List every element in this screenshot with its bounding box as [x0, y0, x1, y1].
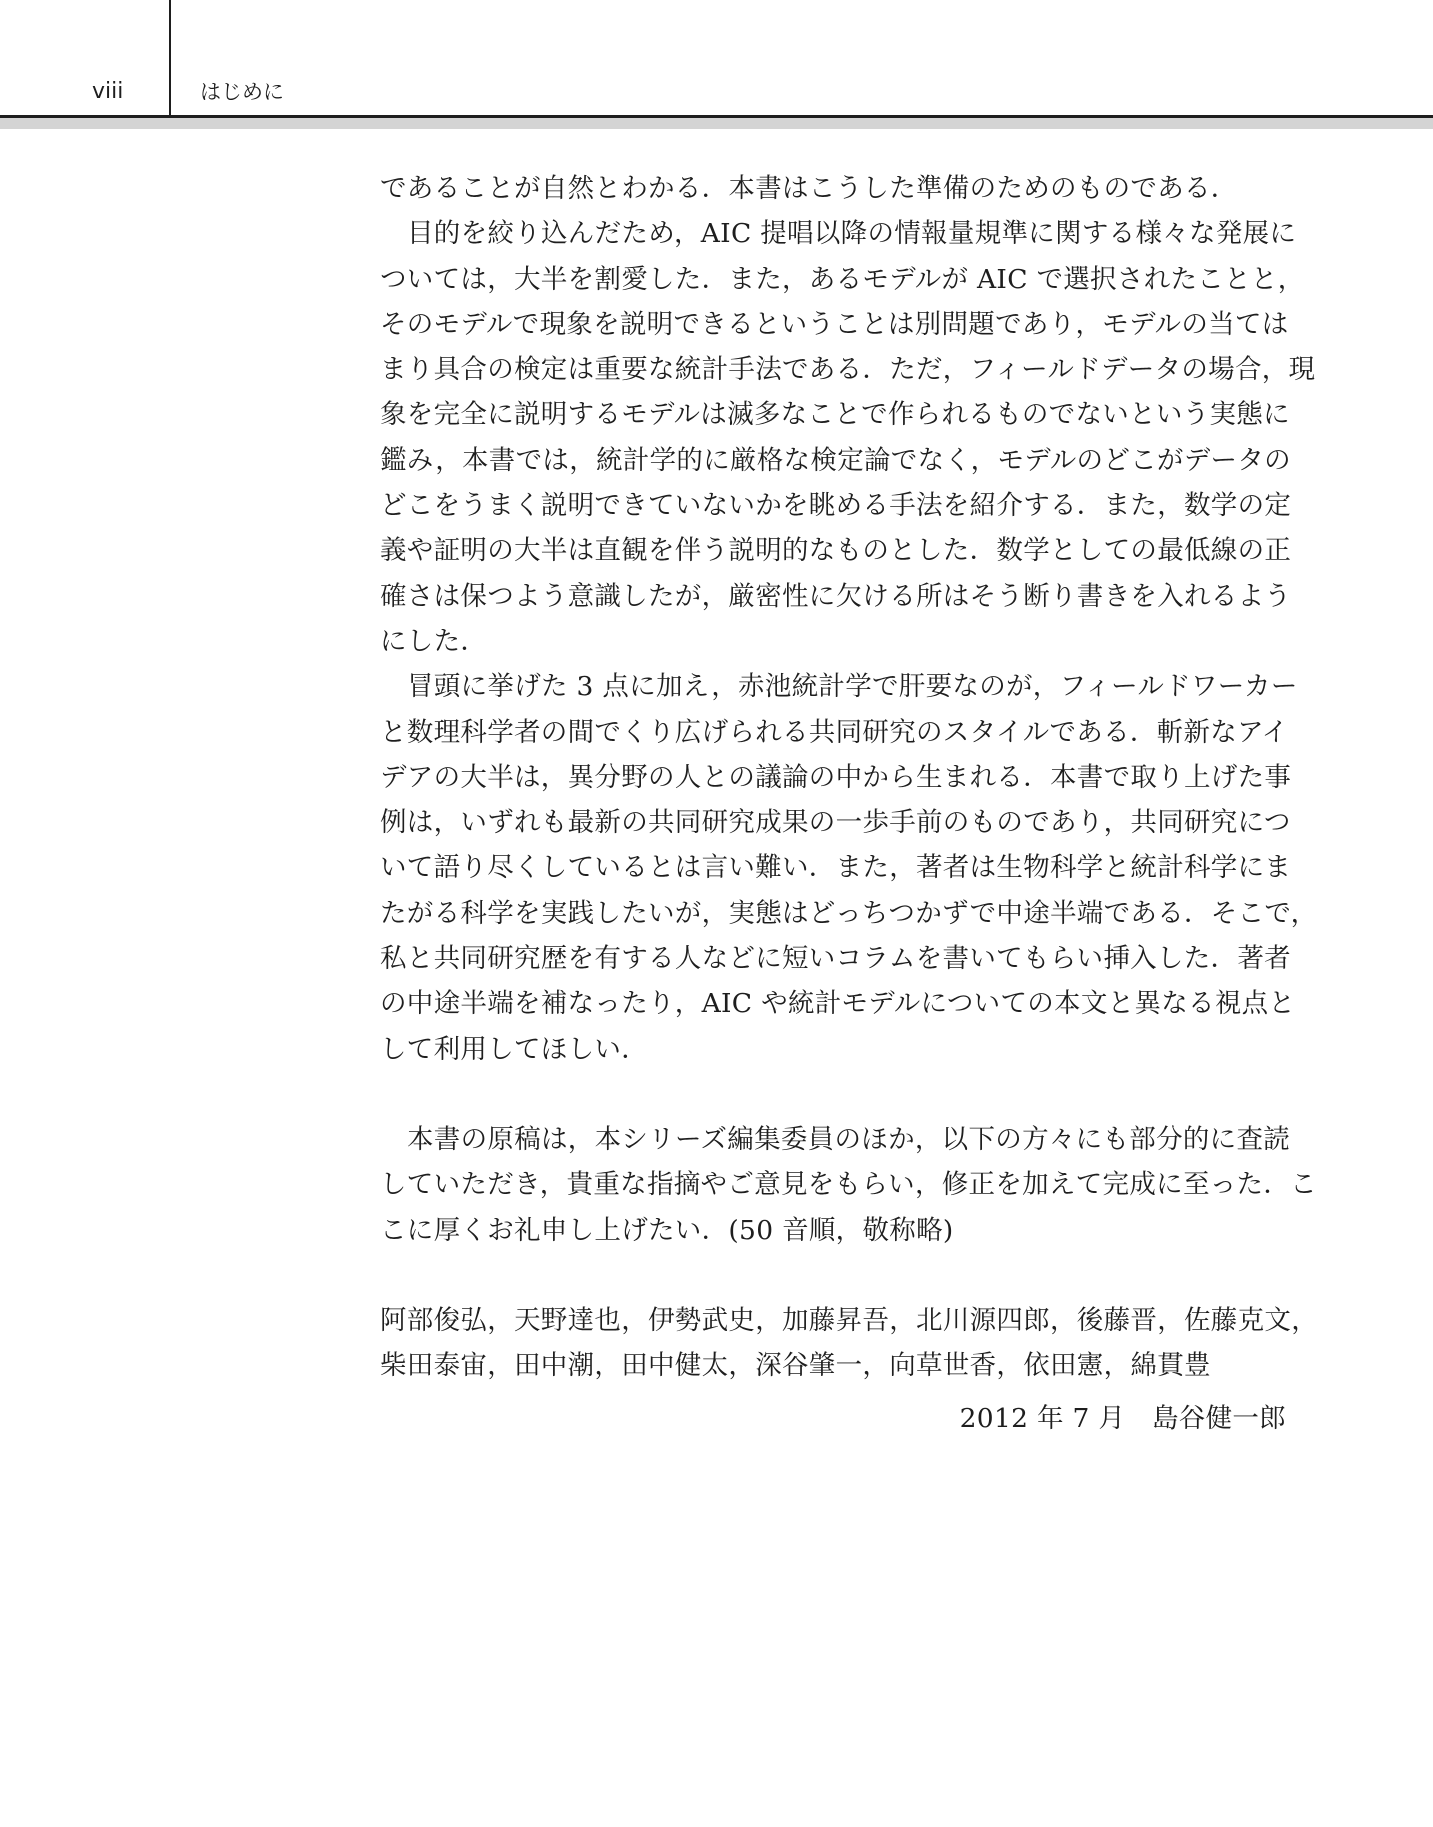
paragraph-spacer [380, 1072, 1286, 1117]
text-line: そのモデルで現象を説明できるということは別問題であり，モデルの当ては [380, 308, 1289, 340]
text-line: ついては，大半を割愛した．また，あるモデルが AIC で選択されたことと， [380, 263, 1305, 295]
acknowledged-names-list [380, 1298, 1318, 1389]
text-line: 鑑み，本書では，統計学的に厳格な検定論でなく，モデルのどこがデータの [380, 444, 1291, 476]
paragraph-collaboration [380, 664, 1318, 1072]
text-line: いて語り尽くしているとは言い難い．また，著者は生物科学と統計科学にま [380, 852, 1292, 884]
text-line: 私と共同研究歴を有する人などに短いコラムを書いてもらい挿入した．著者 [380, 943, 1291, 975]
names-line: 柴田泰宙，田中潮，田中健太，深谷肇一，向草世香，依田憲，綿貫豊 [380, 1350, 1211, 1382]
names-line: 阿部俊弘，天野達也，伊勢武史，加藤昇吾，北川源四郎，後藤晋，佐藤克文， [380, 1304, 1318, 1336]
text-line: たがる科学を実践したいが，実態はどっちつかずで中途半端である．そこで， [380, 897, 1318, 929]
body-text [380, 166, 1318, 1442]
paragraph-acknowledgements [380, 1117, 1317, 1253]
text-line: こに厚くお礼申し上げたい．(50 音順，敬称略) [380, 1214, 954, 1246]
text-line: 例は，いずれも最新の共同研究成果の一歩手前のものであり，共同研究につ [380, 807, 1291, 839]
running-head: はじめに [200, 80, 284, 104]
page-number: viii [92, 79, 124, 104]
text-line: していただき，貴重な指摘やご意見をもらい，修正を加えて完成に至った．こ [380, 1169, 1317, 1201]
signature: 2012 年 7 月 島谷健一郎 [959, 1403, 1286, 1435]
text-line: どこをうまく説明できていないかを眺める手法を紹介する．また，数学の定 [380, 490, 1292, 522]
text-line: 本書の原稿は，本シリーズ編集委員のほか，以下の方々にも部分的に査読 [407, 1123, 1291, 1155]
text-line: して利用してほしい． [380, 1033, 648, 1065]
paragraph-continuation [380, 166, 1286, 211]
paragraph-scope [380, 211, 1316, 664]
text-line: 確さは保つよう意識したが，厳密性に欠ける所はそう断り書きを入れるよう [380, 580, 1292, 612]
text-line: デアの大半は，異分野の人との議論の中から生まれる．本書で取り上げた事 [380, 761, 1292, 793]
text-line: 義や証明の大半は直観を伴う説明的なものとした．数学としての最低線の正 [380, 535, 1292, 567]
text-line: の中途半端を補なったり，AIC や統計モデルについての本文と異なる視点と [380, 988, 1296, 1020]
paragraph-spacer [380, 1253, 1286, 1298]
text-line: 冒頭に挙げた 3 点に加え，赤池統計学で肝要なのが，フィールドワーカー [407, 671, 1298, 703]
paragraph-spacer [380, 1388, 1286, 1396]
text-line: と数理科学者の間でくり広げられる共同研究のスタイルである．斬新なアイ [380, 716, 1289, 748]
text-line: にした． [380, 625, 488, 657]
page-header [0, 0, 1433, 130]
header-gray-band [0, 118, 1433, 129]
text-line: 目的を絞り込んだため，AIC 提唱以降の情報量規準に関する様々な発展に [407, 218, 1297, 250]
text-line: であることが自然とわかる．本書はこうした準備のためのものである． [380, 173, 1238, 204]
header-vertical-rule [169, 0, 171, 117]
text-line: 象を完全に説明するモデルは滅多なことで作られるものでないという実態に [380, 399, 1290, 431]
text-line: まり具合の検定は重要な統計手法である．ただ，フィールドデータの場合，現 [380, 354, 1316, 386]
